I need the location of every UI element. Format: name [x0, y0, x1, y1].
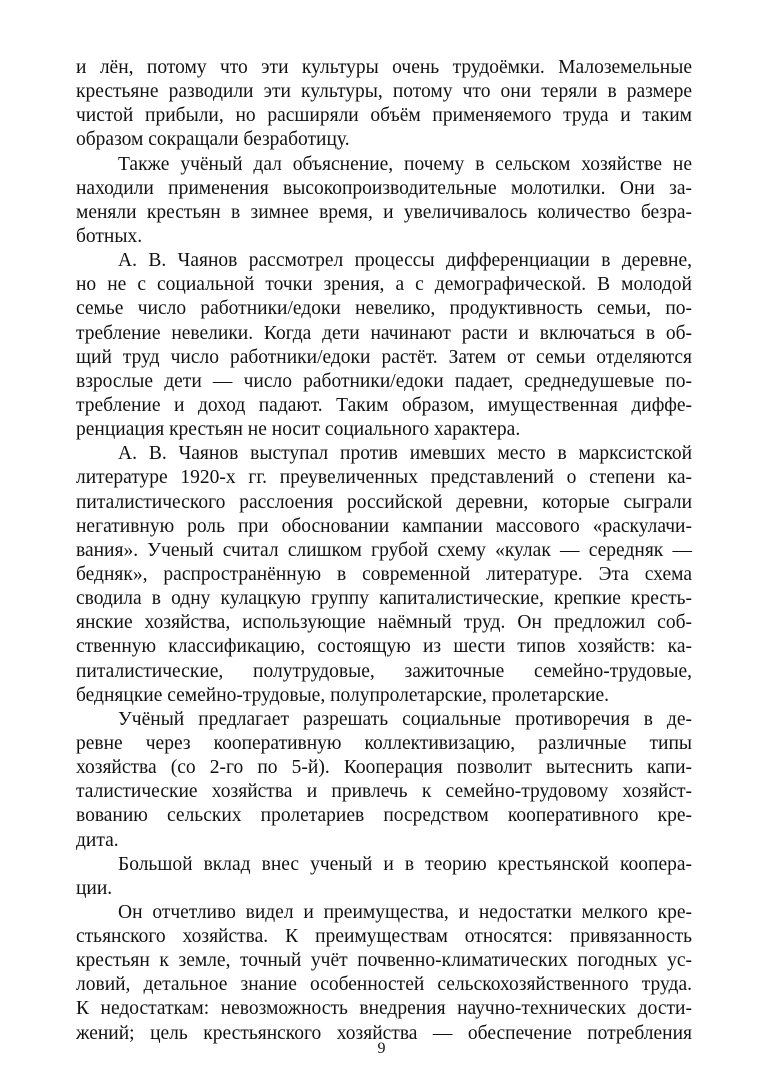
text-line: стьянского хозяйства. К преимуществам относятся: привязанность [76, 926, 692, 948]
text-line: ревне через кооперативную коллективизацию, различные типы [76, 732, 692, 754]
paragraph [76, 901, 692, 1046]
text-line: янские хозяйства, использующие наёмный труд. Он предложил соб- [76, 612, 692, 634]
text-line: меняли крестьян в зимнее время, и увеличивалось количество безра- [76, 201, 692, 223]
text-line: Учёный предлагает разрешать социальные противоречия в де- [118, 708, 692, 730]
text-line: ботных. [76, 225, 143, 247]
text-line: Также учёный дал объяснение, почему в сельском хозяйстве не [118, 153, 692, 175]
paragraph [76, 56, 692, 153]
text-line: щий труд число работники/едоки растёт. Затем от семьи отделяются [76, 346, 692, 368]
text-line: сводила в одну кулацкую группу капиталистические, крепкие кресть- [76, 588, 692, 610]
text-line: питалистического расслоения российской деревни, которые сыграли [76, 491, 692, 513]
page-number: 9 [377, 1040, 386, 1057]
text-line: талистические хозяйства и привлечь к семейно-трудовому хозяйст- [76, 781, 692, 803]
text-line: требление невелики. Когда дети начинают расти и включаться в об- [76, 322, 692, 344]
text-line: бедняк», распространённую в современной литературе. Эта схема [76, 563, 692, 585]
text-line: но не с социальной точки зрения, а с демографической. В молодой [76, 274, 692, 296]
text-line: взрослые дети — число работники/едоки падает, среднедушевые по- [76, 370, 692, 392]
text-line: литературе 1920-х гг. преувеличенных представлений о степени ка- [76, 467, 692, 489]
text-line: хозяйства (со 2-го по 5-й). Кооперация позволит вытеснить капи- [76, 757, 692, 779]
text-line: Он отчетливо видел и преимущества, и недостатки мелкого кре- [118, 901, 692, 923]
paragraph [76, 153, 692, 250]
text-line: ственную классификацию, состоящую из шести типов хозяйств: ка- [76, 636, 692, 658]
paragraph [76, 249, 692, 442]
text-line: К недостаткам: невозможность внедрения научно-технических дости- [76, 998, 692, 1020]
text-line: чистой прибыли, но расширяли объём применяемого труда и таким [76, 105, 692, 127]
text-line: семье число работники/едоки невелико, продуктивность семьи, по- [76, 298, 692, 320]
text-line: находили применения высокопроизводительные молотилки. Они за- [76, 177, 692, 199]
text-line: вания». Ученый считал слишком грубой схему «кулак — середняк — [76, 539, 692, 561]
paragraph [76, 853, 692, 901]
text-line: А. В. Чаянов выступал против имевших место в марксистской [118, 443, 692, 465]
text-line: ловий, детальное знание особенностей сельскохозяйственного труда. [76, 974, 692, 996]
text-line: А. В. Чаянов рассмотрел процессы дифференциации в деревне, [118, 250, 692, 272]
text-line: крестьян к земле, точный учёт почвенно-климатических погодных ус- [76, 950, 692, 972]
text-line: негативную роль при обосновании кампании массового «раскулачи- [76, 515, 692, 537]
text-line: жений; цель крестьянского хозяйства — обеспечение потребления [76, 1022, 692, 1044]
text-line: образом сокращали безработицу. [76, 129, 350, 151]
paragraph [76, 708, 692, 853]
text-line: требление и доход падают. Таким образом, имущественная диффе- [76, 394, 692, 416]
text-line: дита. [76, 829, 119, 851]
text-line: бедняцкие семейно-трудовые, полупролетарские, пролетарские. [76, 684, 610, 706]
text-line: ции. [76, 877, 113, 899]
text-line: и лён, потому что эти культуры очень трудоёмки. Малоземельные [76, 57, 692, 78]
text-line: Большой вклад внес ученый и в теорию крестьянской коопера- [118, 853, 692, 875]
text-line: вованию сельских пролетариев посредством кооперативного кре- [76, 805, 692, 827]
body-text [76, 56, 692, 1046]
text-line: питалистические, полутрудовые, зажиточные семейно-трудовые, [76, 660, 692, 682]
paragraph [76, 442, 692, 708]
text-line: крестьяне разводили эти культуры, потому что они теряли в размере [76, 81, 692, 103]
text-line: ренциация крестьян не носит социального характера. [76, 419, 521, 441]
